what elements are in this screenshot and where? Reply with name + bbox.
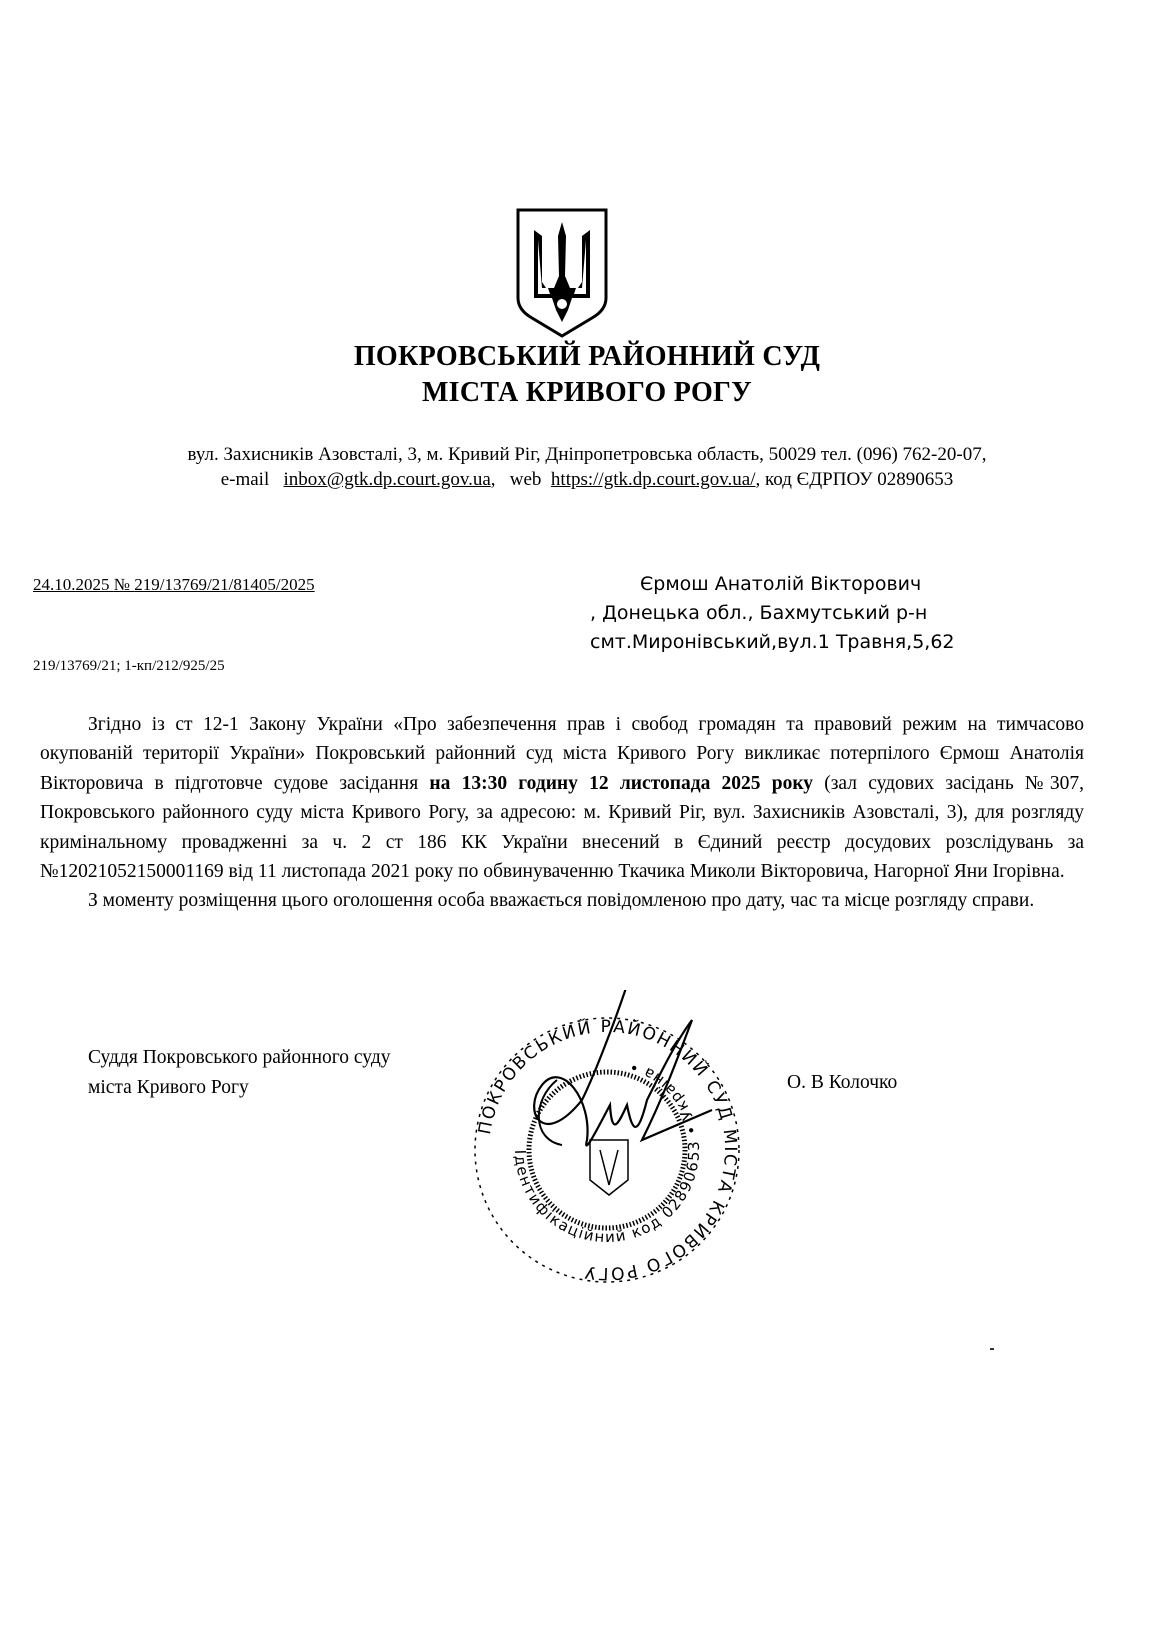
summons-text: Згідно із ст 12-1 Закону України «Про забезпечення прав і свобод громадян та правовий режим на тимчасово окупованій території України» Покровський районний суд міста Кривого Рогу викликає потерпілого Єрмош Анатолія Вікторовича в підготовче судове засідання (40, 714, 1084, 794)
recipient-block (590, 570, 955, 657)
recipient-name: Єрмош Анатолій Вікторович (640, 573, 922, 595)
svg-text:Ідентифікаційний код 02890653: Ідентифікаційний код 02890653 • Україна • (510, 1057, 704, 1247)
svg-text:ПОКРОВСЬКИЙ РАЙОННИЙ СУД МІСТА: ПОКРОВСЬКИЙ РАЙОННИЙ СУД МІСТА КРИВОГО РОГУ (474, 1016, 741, 1284)
reference-number: 219/13769/21/81405/2025 (134, 575, 315, 594)
court-seal-icon (462, 990, 752, 1290)
court-address: вул. Захисників Азовсталі, 3, м. Кривий Ріг, Дніпропетровська область, 50029 тел. (096) 762-20-07, (187, 444, 987, 465)
court-name-line-2: МІСТА КРИВОГО РОГУ (421, 377, 753, 408)
recipient-address-line-1: , Донецька обл., Бахмутський р-н (590, 602, 928, 624)
court-contacts: e-mail inbox@gtk.dp.court.gov.ua, web https://gtk.dp.court.gov.ua/, код ЄДРПОУ 02890653 (220, 469, 954, 490)
hearing-datetime: на 13:30 годину 12 листопада 2025 року (429, 772, 814, 794)
judge-name: О. В Колочко (787, 1072, 898, 1093)
judge-title-line-2: міста Кривого Рогу (88, 1077, 249, 1098)
court-name-line-1: ПОКРОВСЬКИЙ РАЙОННИЙ СУД (353, 341, 821, 372)
summons-text-cont: (зал судових засідань №307, Покровського районного суду міста Кривого Рогу, за адресою: м. Кривий Ріг, вул. Захисників Азовсталі, 3), для розгляду кримінальному провадженні за ч. 2 ст 186 КК України внесений в Єдиний реєстр досудових розслідувань за №12021052150001169 від 11 листопада 2021 року по обвинуваченню Ткачика Миколи Вікторовича, Нагорної Яни Ігорівна. (40, 772, 1084, 883)
reference-date: 24.10.2025 (33, 575, 110, 594)
email-link[interactable]: inbox@gtk.dp.court.gov.ua (283, 469, 491, 490)
paragraph-notification: З моменту розміщення цього оголошення особа вважається повідомленою про дату, час та місце розгляду справи. (88, 890, 1035, 912)
web-label: web (509, 469, 542, 490)
case-numbers: 219/13769/21; 1-кп/212/925/25 (33, 658, 225, 674)
scan-speck (990, 1348, 994, 1350)
judge-title-line-1: Суддя Покровського районного суду (88, 1047, 391, 1068)
notice-body (40, 710, 1084, 916)
coat-of-arms-trident-icon (512, 206, 612, 340)
paragraph-summons (40, 710, 1084, 886)
web-link[interactable]: https://gtk.dp.court.gov.ua/ (550, 469, 756, 490)
edrpou-code: , код ЄДРПОУ 02890653 (755, 469, 954, 490)
recipient-address-line-2: смт.Миронівський,вул.1 Травня,5,62 (590, 631, 955, 653)
email-label: e-mail (220, 469, 270, 490)
outgoing-reference (33, 575, 315, 595)
signature-title (88, 1043, 391, 1103)
number-sign: № (113, 575, 130, 594)
